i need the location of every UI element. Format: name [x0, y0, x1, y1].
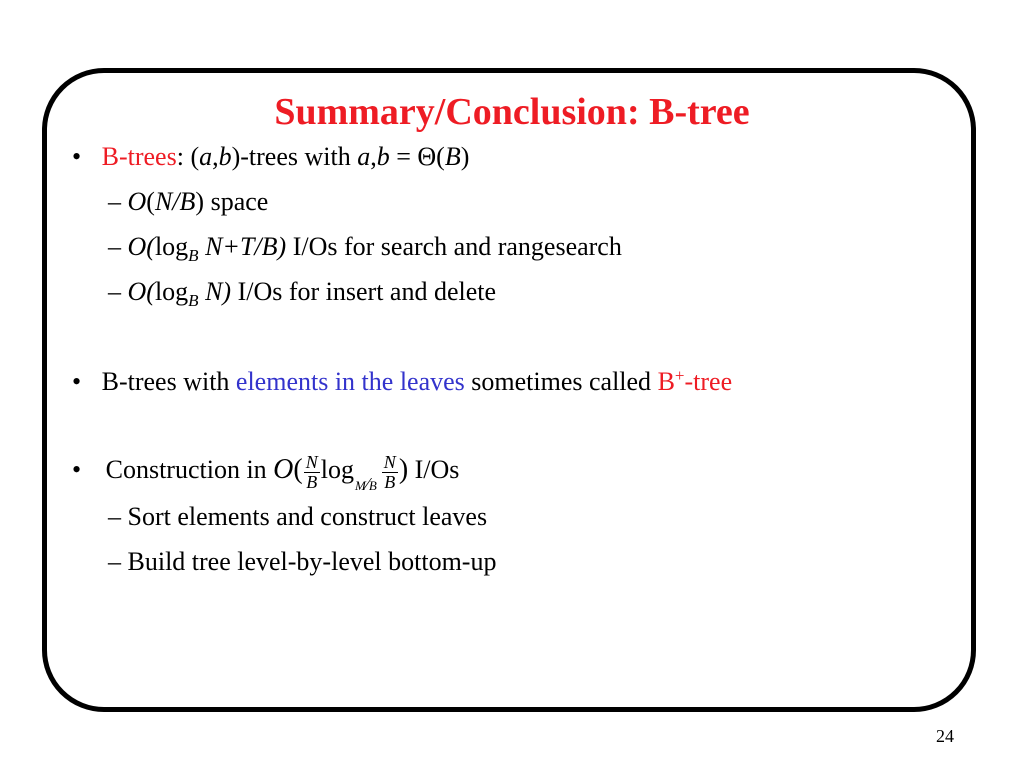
bullet-marker: • [72, 455, 82, 484]
theta-expr: = Θ( [389, 142, 445, 171]
bullet2-mid: sometimes called [464, 367, 658, 396]
bullet-bplus [72, 366, 732, 398]
frac-num: N [305, 451, 318, 472]
sort-text: Sort elements and construct leaves [121, 502, 488, 531]
var-a: a [199, 142, 213, 171]
dash: – [108, 277, 121, 306]
build-text: Build tree level-by-level bottom-up [121, 547, 497, 576]
big-o: O [127, 187, 147, 216]
paren-open: ( [183, 142, 200, 171]
space-text: space [204, 187, 269, 216]
bplus-sup: + [674, 366, 685, 385]
bplus-tree-term [658, 367, 733, 396]
log: log [154, 277, 189, 306]
log-arg: N+T/B) [198, 232, 287, 261]
paren-open: ( [293, 454, 303, 485]
bullet-marker: • [72, 367, 82, 396]
log-base-m-over-b [354, 474, 377, 494]
log: log [154, 232, 189, 261]
insert-text: I/Os for insert and delete [231, 277, 497, 306]
ios-suffix: I/Os [408, 455, 460, 484]
bplus-rest: -tree [684, 367, 733, 396]
theta-close: ) [460, 142, 470, 171]
bullet-marker: • [72, 142, 82, 171]
elements-in-leaves: elements in the leaves [235, 367, 465, 396]
paren-close: ) [398, 454, 409, 485]
frac-den: B [306, 471, 318, 492]
sub-space [108, 186, 268, 218]
bplus-b: B [657, 367, 675, 396]
bullet2-pre: B-trees with [101, 367, 236, 396]
bullet-construction [72, 450, 459, 492]
trees-with-text: )-trees with [231, 142, 358, 171]
var-b2: b [376, 142, 390, 171]
sub-insert [108, 276, 496, 308]
log-arg: N) [198, 277, 232, 306]
frac-den: B [384, 471, 396, 492]
var-B: B [444, 142, 461, 171]
base-b: B [368, 478, 377, 493]
sub-build [108, 546, 496, 578]
dash: – [108, 547, 121, 576]
var-a2: a [357, 142, 371, 171]
fraction-n-over-b-2 [382, 453, 398, 492]
search-text: I/Os for search and rangesearch [286, 232, 622, 261]
comma: , [212, 142, 219, 171]
page-number: 24 [936, 726, 954, 746]
colon: : [176, 142, 184, 171]
dash: – [108, 232, 121, 261]
comma2: , [370, 142, 377, 171]
frac-num: N [383, 451, 396, 472]
var-b: b [218, 142, 232, 171]
fraction-n-over-b [304, 453, 320, 492]
log: log [320, 455, 354, 484]
sub-sort [108, 501, 487, 533]
big-o: O( [127, 232, 155, 261]
log-base: B [188, 246, 199, 265]
log-base: B [188, 291, 199, 310]
construction-text: Construction in [105, 455, 274, 484]
base-m: M [354, 478, 366, 493]
dash: – [108, 187, 121, 216]
sub-search [108, 231, 622, 263]
big-o: O( [127, 277, 155, 306]
slide-title: Summary/Conclusion: B-tree [274, 91, 750, 133]
dash: – [108, 502, 121, 531]
big-o: O [273, 454, 294, 485]
term-btrees: B-trees [101, 142, 177, 171]
n-over-b: N/B [154, 187, 196, 216]
base-slash: ⁄ [365, 474, 369, 494]
paren-open: ( [146, 187, 155, 216]
paren-close: ) [195, 187, 205, 216]
bullet-btrees [72, 141, 469, 173]
